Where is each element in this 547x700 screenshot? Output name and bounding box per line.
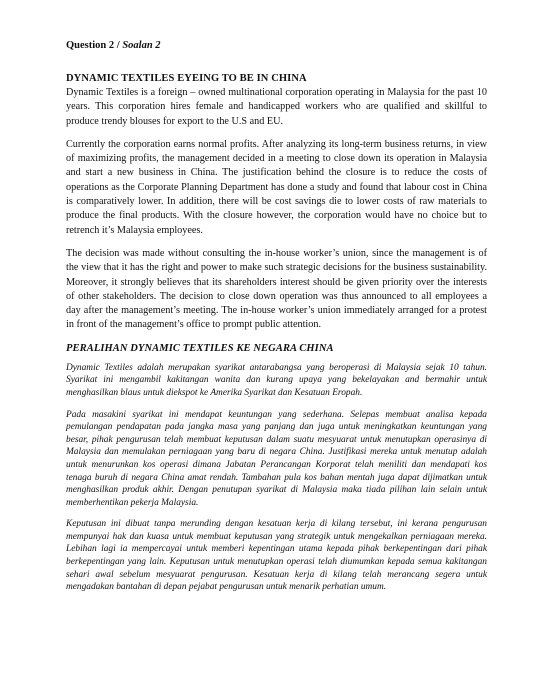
malay-title: PERALIHAN DYNAMIC TEXTILES KE NEGARA CHINA <box>66 342 334 354</box>
english-paragraph-3: The decision was made without consulting the in-house worker’s union, since the management is of the view that it has the right and power to make such strategic decisions for the business sustainability. Moreover, it strongly believes that its shareholders interest should be given priority over the interests of other stakeholders. The decision to close down operation was thus announced to all employees a day after the management’s meeting. The in-house worker’s union immediately arranged for a protest in front of the management’s office to prompt public attention. <box>66 247 487 331</box>
english-paragraph-2: Currently the corporation earns normal profits. After analyzing its long-term business returns, in view of maximizing profits, the management decided in a meeting to close down its operation in Malaysia and start a new business in China. The justification behind the closure is to reduce the costs of operations as the Corporate Planning Department has done a study and found that labour cost in China is comparatively lower. In addition, there will be cost savings die to lower costs of raw materials to produce the final products. With the closure however, the corporation would have no choice but to retrench it’s Malaysia employees. <box>66 138 487 236</box>
question-label: Question 2 / <box>66 40 123 51</box>
question-heading <box>66 40 487 51</box>
malay-paragraph-1: Dynamic Textiles adalah merupakan syarikat antarabangsa yang beroperasi di Malaysia sejak 10 tahun. Syarikat ini mengambil kakitangan wanita dan kurang upaya yang bekelayakan and bermahir untuk menghasilkan blaus untuk diekspot ke Amerika Syarikat dan Kesatuan Eropah. <box>66 362 487 398</box>
english-paragraph-1: Dynamic Textiles is a foreign – owned multinational corporation operating in Malaysia for the past 10 years. This corporation hires female and handicapped workers who are qualified and skillful to produce trendy blouses for export to the U.S and EU. <box>66 87 487 127</box>
malay-paragraph-2: Pada masakini syarikat ini mendapat keuntungan yang sederhana. Selepas membuat analisa kepada pemulangan pendapatan pada jangka masa yang panjang dan juga untuk meningkatkan keuntungan yang besar, pihak pengurusan telah membuat keputusan dalam suatu mesyuarat untuk menutupkan operasinya di Malaysia dan memulakan perniagaan yang baru di negara China. Justifikasi mereka untuk menutup adalah untuk menurunkan kos operasi dimana Jabatan Perancangan Korporat telah meniliti dan mendapati kos tenaga buruh di negara China amat rendah. Tambahan pula kos bahan mentah juga dapat dijimatkan untuk menghasilkan produk akhir. Dengan penutupan syarikat di Malaysia maka tiada pilihan lain selain untuk memberhentikan pekerja Malaysia. <box>66 409 487 508</box>
malay-paragraph-3: Keputusan ini dibuat tanpa merunding dengan kesatuan kerja di kilang tersebut, ini kerana pengurusan mempunyai hak dan kuasa untuk membuat keputusan yang strategik untuk mengekalkan perniagaan mereka. Lebihan lagi ia mempercayai untuk memberi kepentingan utama kepada pihak berkepentingan dari pihak berkepentingan yang lain. Keputusan untuk menutupkan operasi telah diumumkan kepada semua kakitangan sehari awal sebelum mesyuarat pengurusan. Kesatuan kerja di kilang telah merancang segera untuk mengadakan bantahan di depan pejabat pengurusan untuk menarik perhatian umum. <box>66 519 487 593</box>
question-label-malay: Soalan 2 <box>122 40 161 51</box>
english-title: DYNAMIC TEXTILES EYEING TO BE IN CHINA <box>66 73 307 84</box>
